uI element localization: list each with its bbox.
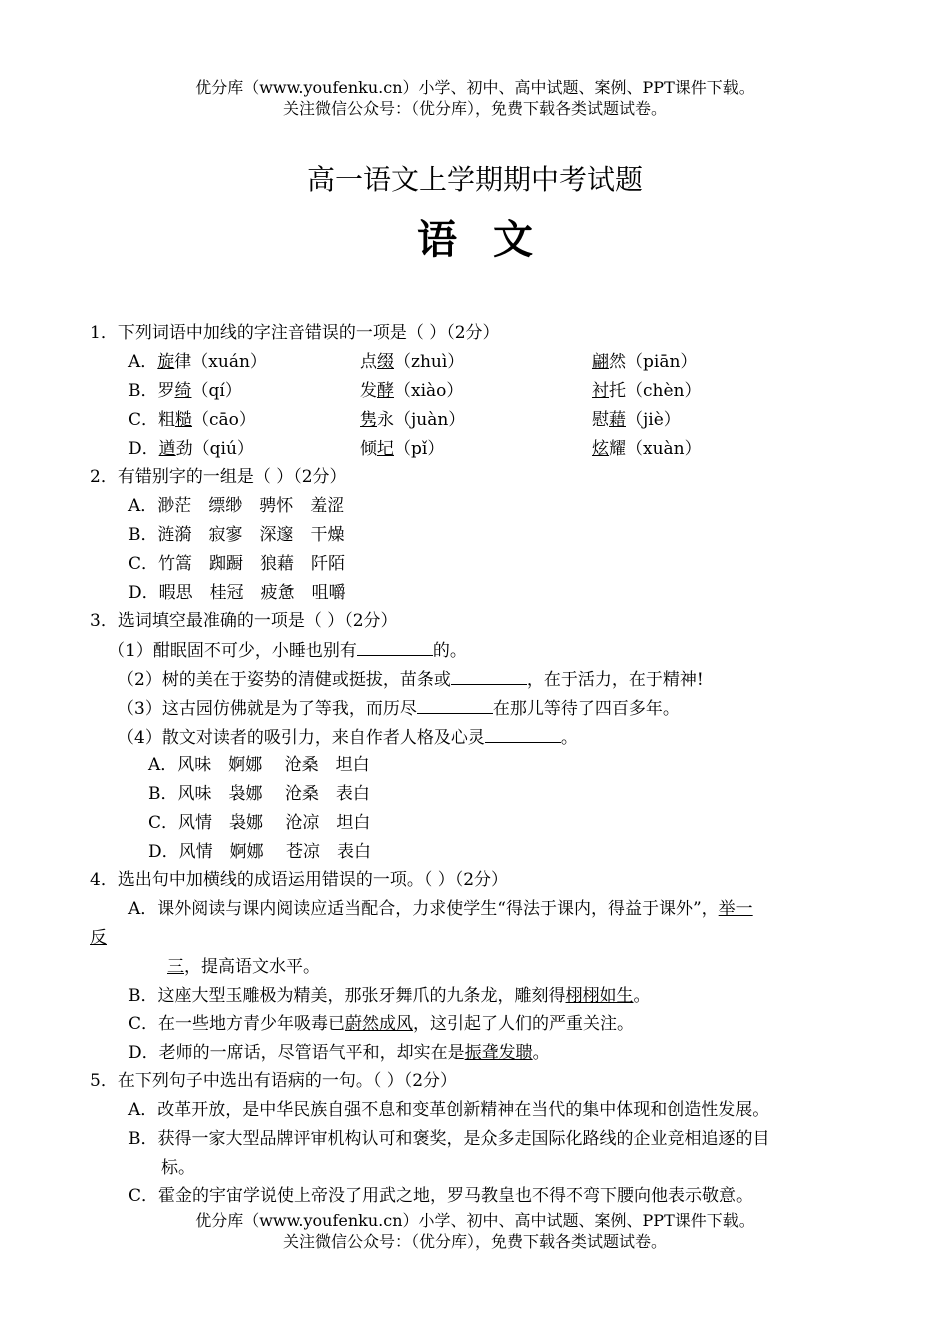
q4-stem: 4．选出句中加横线的成语运用错误的一项。（ ）（2分） <box>90 870 509 890</box>
q4-option-a-line2: 反 <box>90 928 107 948</box>
footer-line-2: 关注微信公众号：（优分库），免费下载各类试题试卷。 <box>282 1232 667 1251</box>
q5-option-a: A．改革开放，是中华民族自强不息和变革创新精神在当代的集中体现和创造性发展。 <box>128 1100 770 1120</box>
q1-c3: 慰藉（jiè） <box>592 410 681 430</box>
q1-stem: 1．下列词语中加线的字注音错误的一项是（ ）（2分） <box>90 323 500 343</box>
q1-c2: 隽永（juàn） <box>360 410 466 430</box>
q1-d1: D．遒劲（qiú） <box>128 439 254 459</box>
q2-stem: 2．有错别字的一组是（ ）（2分） <box>90 467 347 487</box>
q1-b1: B．罗绮（qí） <box>128 381 242 401</box>
q1-b3: 衬托（chèn） <box>592 381 702 401</box>
q1-a2: 点缀（zhuì） <box>360 352 465 372</box>
q5-option-b-line1: B．获得一家大型品牌评审机构认可和褒奖，是众多走国际化路线的企业竞相追逐的目 <box>128 1129 770 1149</box>
q3-item-4: （4）散文对读者的吸引力，来自作者人格及心灵 。 <box>117 728 578 748</box>
q1-c1: C．粗糙（cāo） <box>128 410 256 430</box>
q2-option-b: B．涟漪 寂寥 深邃 干燥 <box>128 525 345 545</box>
q5-option-c: C．霍金的宇宙学说使上帝没了用武之地，罗马教皇也不得不弯下腰向他表示敬意。 <box>128 1186 754 1206</box>
q1-a3: 翩然（piān） <box>592 352 698 372</box>
q1-d3: 炫耀（xuàn） <box>592 439 702 459</box>
q3-item-1: （1）酣眠固不可少，小睡也别有 的。 <box>108 641 467 661</box>
q3-option-c: C．风情 袅娜 沧凉 坦白 <box>148 813 371 833</box>
q5-stem: 5．在下列句子中选出有语病的一句。（ ）（2分） <box>90 1071 458 1091</box>
q2-option-a: A．渺茫 缥缈 骋怀 羞涩 <box>128 496 345 516</box>
footer-line-1: 优分库（www.youfenku.cn）小学、初中、高中试题、案例、PPT课件下载。 <box>195 1211 755 1230</box>
q3-item-3: （3）这古园仿佛就是为了等我，而历尽 在那儿等待了四百多年。 <box>117 699 680 719</box>
q3-stem: 3．选词填空最准确的一项是（ ）（2分） <box>90 611 398 631</box>
q5-option-b-line2: 标。 <box>161 1158 195 1178</box>
q3-option-b: B．风味 袅娜 沧桑 表白 <box>148 784 370 804</box>
q4-option-a-line3: 三，提高语文水平。 <box>167 957 320 977</box>
q1-a1: A．旋律（xuán） <box>128 352 267 372</box>
q3-option-d: D．风情 婀娜 苍凉 表白 <box>148 842 372 862</box>
q1-b2: 发酵（xiào） <box>360 381 464 401</box>
q4-option-a-line1: A．课外阅读与课内阅读应适当配合，力求使学生“得法于课内，得益于课外”，举一 <box>128 899 753 919</box>
q4-option-b: B．这座大型玉雕极为精美，那张牙舞爪的九条龙，雕刻得栩栩如生。 <box>128 986 651 1006</box>
q4-option-c: C．在一些地方青少年吸毒已蔚然成风，这引起了人们的严重关注。 <box>128 1014 635 1034</box>
header-line-2: 关注微信公众号：（优分库），免费下载各类试题试卷。 <box>282 99 667 118</box>
header-line-1: 优分库（www.youfenku.cn）小学、初中、高中试题、案例、PPT课件下载。 <box>195 78 755 97</box>
q3-item-2: （2）树的美在于姿势的清健或挺拔，苗条或 ，在于活力，在于精神! <box>117 670 704 690</box>
exam-title: 高一语文上学期期中考试题 <box>306 163 643 196</box>
q3-option-a: A．风味 婀娜 沧桑 坦白 <box>148 755 370 775</box>
q2-option-c: C．竹篙 踟蹰 狼藉 阡陌 <box>128 554 346 574</box>
q2-option-d: D．暇思 桂冠 疲惫 咀嚼 <box>128 583 346 603</box>
q4-option-d: D．老师的一席话，尽管语气平和，却实在是振聋发聩。 <box>128 1043 550 1063</box>
q1-d2: 倾圮（pǐ） <box>360 439 445 459</box>
subject-title: 语文 <box>417 216 569 263</box>
